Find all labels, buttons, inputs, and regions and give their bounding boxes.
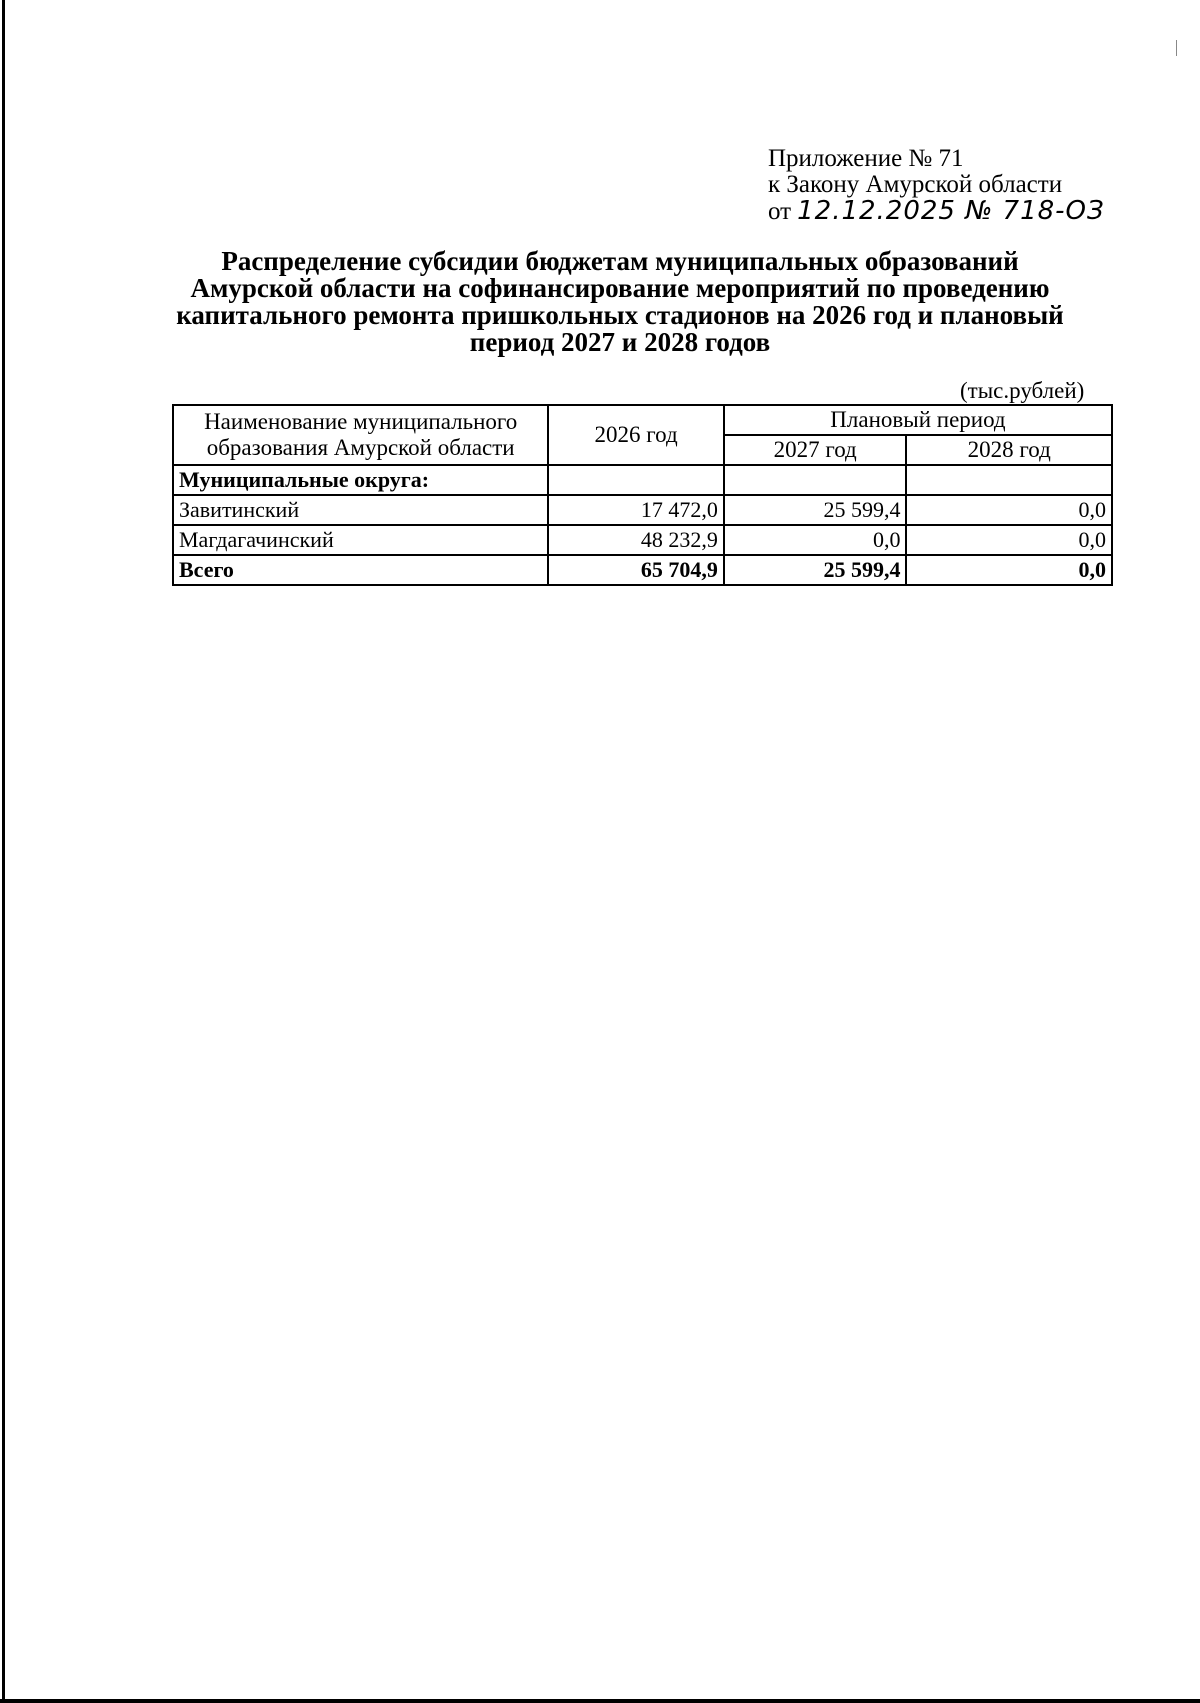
total-label: Всего	[173, 555, 548, 585]
title-line: капитального ремонта пришкольных стадионов на 2026 год и плановый	[176, 300, 1064, 330]
page-bottom-border	[0, 1699, 1200, 1703]
table-total-row	[173, 555, 1112, 585]
header-2028: 2028 год	[906, 435, 1112, 465]
title-line: Амурской области на софинансирование мероприятий по проведению	[190, 273, 1050, 303]
row-2027: 0,0	[724, 525, 907, 555]
total-2027: 25 599,4	[724, 555, 907, 585]
table-row	[173, 495, 1112, 525]
row-name: Завитинский	[173, 495, 548, 525]
row-2028: 0,0	[906, 525, 1112, 555]
row-2027: 25 599,4	[724, 495, 907, 525]
table-header-row	[173, 405, 1112, 435]
row-2026: 17 472,0	[548, 495, 724, 525]
appendix-number: Приложение № 71	[768, 145, 964, 172]
header-planned-period: Плановый период	[724, 405, 1112, 435]
appendix-date-line	[768, 198, 1105, 225]
units-label: (тыс.рублей)	[960, 378, 1085, 403]
total-2026: 65 704,9	[548, 555, 724, 585]
document-title	[150, 248, 1090, 356]
appendix-block	[768, 146, 1105, 225]
title-line: период 2027 и 2028 годов	[469, 327, 771, 357]
row-name: Магдагачинский	[173, 525, 548, 555]
subsidy-table	[172, 404, 1113, 586]
page-left-border	[2, 0, 5, 1703]
header-municipality: Наименование муниципального образования Амурской области	[173, 405, 548, 465]
appendix-law-ref: к Закону Амурской области	[768, 171, 1063, 198]
row-2028: 0,0	[906, 495, 1112, 525]
header-2026: 2026 год	[548, 405, 724, 465]
table-section-row	[173, 465, 1112, 495]
total-2028: 0,0	[906, 555, 1112, 585]
scan-mark	[1176, 40, 1177, 56]
section-label: Муниципальные округа:	[173, 465, 548, 495]
title-line: Распределение субсидии бюджетам муниципальных образований	[221, 246, 1019, 276]
appendix-date-prefix: от	[768, 198, 792, 225]
handwritten-date-number: 12.12.2025 № 718-ОЗ	[797, 196, 1105, 226]
header-2027: 2027 год	[724, 435, 907, 465]
table-row	[173, 525, 1112, 555]
row-2026: 48 232,9	[548, 525, 724, 555]
